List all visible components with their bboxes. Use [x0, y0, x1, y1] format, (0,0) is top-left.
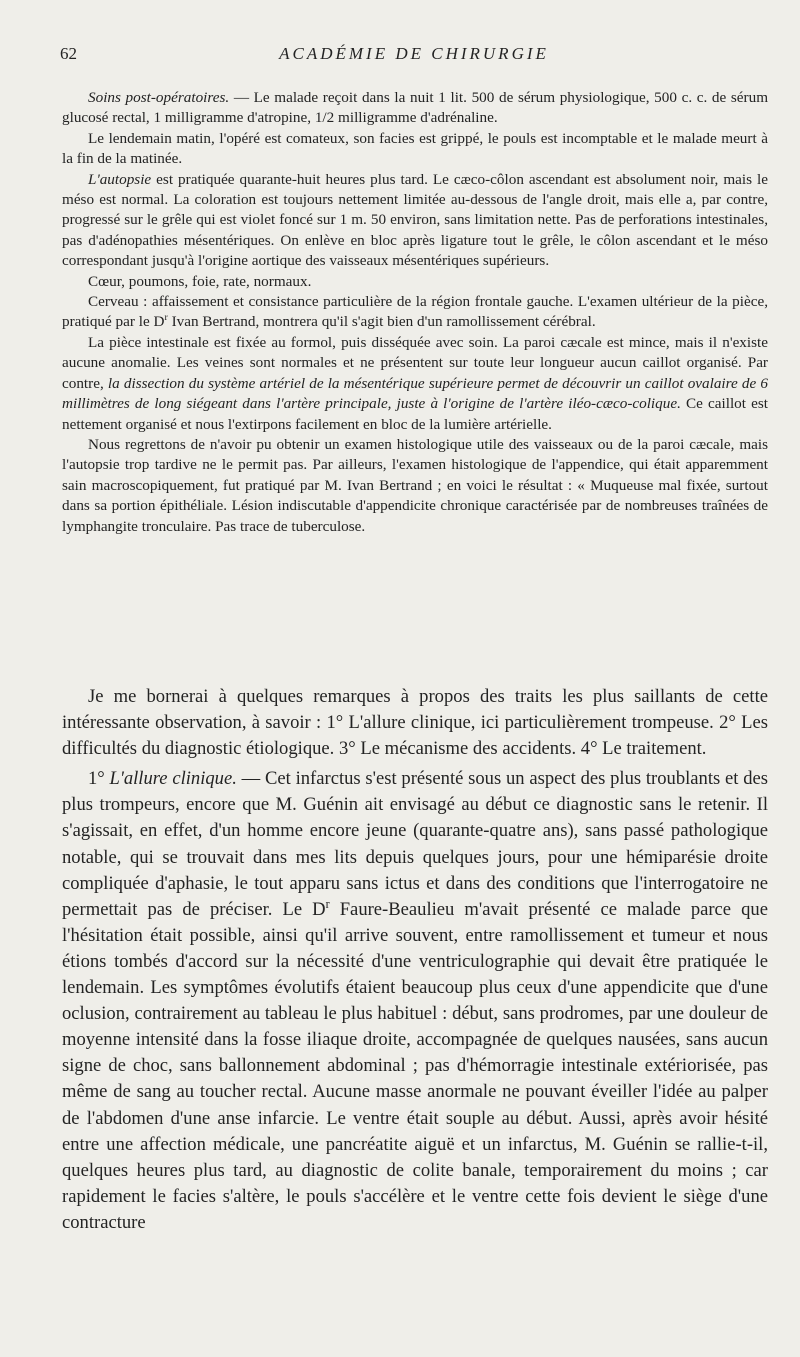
paragraph-text: — Cet infarctus s'est présenté sous un aspect des plus troublants et des plus trompeurs, encore que M. Guénin ait envisagé au début ce diagnostic sans le retenir. Il s'agissait, en effet, d'un homme encore jeune (quarante-quatre ans), sans passé pathologique notable, qui se trouvait dans mes lits depuis quelques jours, pour une hémiparésie droite compliquée d'aphasie, le tout apparu sans ictus et dans des conditions que l'interrogatoire ne permettait pas de préciser. Le D	[62, 768, 768, 920]
paragraph: Nous regrettons de n'avoir pu obtenir un examen histologique utile des vaisseaux ou de la paroi cæcale, mais l'autopsie trop tardive ne le permit pas. Par ailleurs, l'examen histologique de l'appendice, qui était apparemment sain macroscopiquement, fut pratiqué par M. Ivan Bertrand ; en voici le résultat : « Muqueuse mal fixée, surtout dans sa portion épithéliale. Lésion indiscutable d'appendicite chronique caractérisée par de nombreuses traînées de lymphangite tronculaire. Pas trace de tuberculose.	[62, 435, 768, 535]
paragraph-text: La pièce intestinale est fixée au formol, puis disséquée avec soin. La paroi cæcale est mince, mais il n'existe aucune anomalie. Les veines sont normales et ne présentent sur toute leur longueur aucun caillot organisé. Par contre,	[62, 333, 768, 392]
paragraph-text: Ivan Bertrand, montrera qu'il s'agit bien d'un ramollissement cérébral.	[167, 313, 596, 331]
paragraph	[62, 292, 768, 333]
discussion-section	[62, 684, 768, 1236]
paragraph	[62, 766, 768, 1236]
paragraph-text: Faure-Beaulieu m'avait présenté ce malade parce que l'hésitation était possible, ainsi qu'il arrive souvent, entre ramollissement et tumeur et nous étions tombés d'accord sur la nécessité d'une ventriculographie qui devait être pratiquée le lendemain. Les symptômes évolutifs étaient beaucoup plus ceux d'une appendicite que d'une oclusion, contrairement au tableau le plus habituel : début, sans prodromes, par une douleur de moyenne intensité dans la fosse iliaque droite, accompagnée de quelques nausées, sans aucun signe de choc, sans ballonnement abdominal ; pas d'hémorragie intestinale extériorisée, pas même de sang au toucher rectal. Aucune masse anormale ne pouvant éveiller l'idée au palper de l'abdomen d'une anse infarcie. Le ventre était souple au début. Aussi, après avoir hésité entre une affection médicale, une pancréatite aiguë et un infarctus, M. Guénin se rallie-t-il, quelques heures plus tard, au diagnostic de colite banale, temporairement du moins ; car rapidement le facies s'altère, le pouls s'accélère et le ventre cette fois devient le siège d'une contracture	[62, 898, 768, 1233]
paragraph-lead: L'allure clinique.	[109, 768, 237, 790]
section-number: 1°	[88, 768, 110, 790]
page-number: 62	[60, 44, 77, 63]
case-report-section	[62, 88, 768, 537]
paragraph: Cœur, poumons, foie, rate, normaux.	[88, 272, 312, 290]
superscript: r	[325, 896, 330, 911]
paragraph-lead: Soins post-opératoires.	[88, 89, 230, 106]
paragraph-lead: L'autopsie	[88, 170, 152, 188]
emphasis-text: la dissection du système artériel de la mésentérique supérieure permet de découvrir un caillot ovalaire de 6 millimètres de long siégeant dans l'artère principale, juste à l'origine de l'artère iléo-cæco-colique.	[62, 374, 768, 413]
paragraph-text: — Le malade reçoit dans la nuit 1 lit. 500 de sérum physiologique, 500 c. c. de sérum glucosé rectal, 1 milligramme d'atropine, 1/2 milligramme d'adrénaline.	[62, 89, 769, 127]
page-header	[60, 44, 768, 72]
paragraph-text: Cerveau : affaissement et consistance particulière de la région frontale gauche. L'examen ultérieur de la pièce, pratiqué par le D	[62, 293, 768, 331]
superscript: r	[164, 312, 168, 324]
paragraph	[62, 88, 768, 129]
paragraph-text: est pratiquée quarante-huit heures plus tard. Le cæco-côlon ascendant est absolument noir, mais le méso est normal. La coloration est toujours nettement limitée au-dessous de l'angle droit, mais elle a, par contre, progressé sur le grêle qui est violet foncé sur 1 m. 50 environ, sans limitation nette. Pas de perforations intestinales, pas d'adénopathies mésentériques. On enlève en bloc après ligature tout le grêle, le côlon ascendant et le méso correspondant jusqu'à l'origine aortique des vaisseaux mésentériques supérieurs.	[62, 170, 768, 270]
paragraph	[62, 333, 768, 435]
running-title: ACADÉMIE DE CHIRURGIE	[279, 44, 549, 63]
paragraph: Le lendemain matin, l'opéré est comateux, son facies est grippé, le pouls est incomptable et le malade meurt à la fin de la matinée.	[62, 129, 768, 168]
paragraph: Je me bornerai à quelques remarques à propos des traits les plus saillants de cette intéressante observation, à savoir : 1° L'allure clinique, ici particulièrement trompeuse. 2° Les difficultés du diagnostic étiologique. 3° Le mécanisme des accidents. 4° Le traitement.	[62, 686, 768, 760]
paragraph	[62, 170, 768, 272]
paragraph-text: Ce caillot est nettement organisé et nous l'extirpons facilement en bloc de la lumière artérielle.	[62, 395, 768, 433]
